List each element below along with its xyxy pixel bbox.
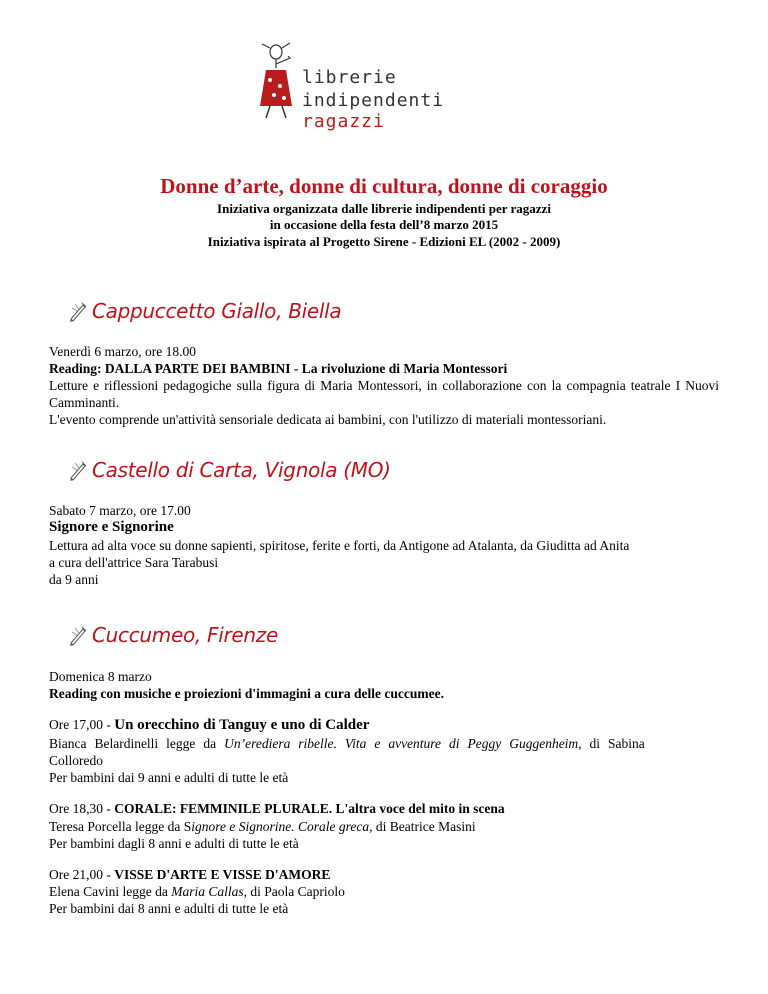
reader: Elena Cavini legge da bbox=[49, 884, 172, 899]
reader: Bianca Belardinelli legge da bbox=[49, 736, 225, 751]
event-age: Per bambini dai 9 anni e adulti di tutte le età bbox=[49, 770, 289, 785]
event-title: CORALE: FEMMINILE PLURALE. L'altra voce del mito in scena bbox=[114, 801, 505, 816]
event-date: Sabato 7 marzo, ore 17.00 bbox=[49, 503, 191, 518]
event-date: Venerdì 6 marzo, ore 18.00 bbox=[49, 344, 196, 359]
event-description-2: L'evento comprende un'attività sensoriale dedicata ai bambini, con l'utilizzo di materiali montessoriani. bbox=[49, 412, 607, 427]
event-date: Domenica 8 marzo bbox=[49, 669, 152, 684]
author-continued: Colloredo bbox=[49, 753, 103, 768]
author: , di Beatrice Masini bbox=[369, 819, 476, 834]
pen-icon bbox=[68, 300, 88, 322]
event-intro: Reading con musiche e proiezioni d'immagini a cura delle cuccumee. bbox=[49, 686, 444, 701]
event-heading bbox=[49, 866, 719, 883]
event-reader bbox=[49, 735, 719, 752]
event-reader bbox=[49, 883, 719, 900]
event-description: Letture e riflessioni pedagogiche sulla figura di Maria Montessori, in collaborazione con la compagnia teatrale I Nuovi Camminanti. bbox=[49, 378, 719, 410]
logo-line-2a: indipendenti bbox=[302, 90, 445, 111]
author: , di Sabina bbox=[578, 736, 645, 751]
event-heading bbox=[49, 800, 719, 817]
event-title: VISSE D'ARTE E VISSE D'AMORE bbox=[114, 867, 331, 882]
author: , di Paola Capriolo bbox=[243, 884, 345, 899]
event-title: Un orecchino di Tanguy e uno di Calder bbox=[114, 717, 370, 733]
reader: Teresa Porcella legge da S bbox=[49, 819, 192, 834]
subtitle-2: in occasione della festa dell’8 marzo 2015 bbox=[269, 217, 499, 232]
logo-line-2b: ragazzi bbox=[302, 111, 385, 132]
event-time: Ore 21,00 - bbox=[49, 867, 115, 882]
event-time: Ore 17,00 - bbox=[49, 717, 115, 732]
event-description-2: a cura dell'attrice Sara Tarabusi bbox=[49, 555, 219, 570]
event-age: Per bambini dai 8 anni e adulti di tutte le età bbox=[49, 901, 289, 916]
bookshop-heading-1 bbox=[68, 299, 341, 323]
book-title: ignore e Signorine. Corale greca bbox=[191, 819, 370, 834]
event-title: Reading: DALLA PARTE DEI BAMBINI - La rivoluzione di Maria Montessori bbox=[49, 361, 508, 376]
bookshop-name: Cuccumeo, Firenze bbox=[92, 623, 279, 647]
event-age: da 9 anni bbox=[49, 572, 99, 587]
logo-line-2 bbox=[302, 90, 528, 132]
event-age: Per bambini dagli 8 anni e adulti di tutte le età bbox=[49, 836, 299, 851]
event-heading bbox=[49, 716, 719, 734]
bookshop-heading-3 bbox=[68, 623, 278, 647]
book-title: Un’erediera ribelle. Vita e avventure di Peggy Guggenheim bbox=[224, 736, 579, 751]
book-title: Maria Callas bbox=[171, 884, 244, 899]
logo bbox=[248, 40, 528, 132]
event-reader bbox=[49, 818, 719, 835]
page-title: Donne d’arte, donne di cultura, donne di coraggio bbox=[160, 174, 608, 198]
bookshop-name: Castello di Carta, Vignola (MO) bbox=[92, 458, 391, 482]
pen-icon bbox=[68, 459, 88, 481]
bookshop-name: Cappuccetto Giallo, Biella bbox=[92, 299, 342, 323]
event-description: Lettura ad alta voce su donne sapienti, spiritose, ferite e forti, da Antigone ad Atalanta, da Giuditta ad Anita bbox=[49, 538, 630, 553]
event-title: Signore e Signorine bbox=[49, 519, 174, 535]
bookshop-heading-2 bbox=[68, 458, 391, 482]
logo-line-1: librerie bbox=[302, 67, 397, 88]
event-time: Ore 18,30 - bbox=[49, 801, 115, 816]
subtitle-3: Iniziativa ispirata al Progetto Sirene - Edizioni EL (2002 - 2009) bbox=[207, 234, 561, 249]
subtitle-1: Iniziativa organizzata dalle librerie indipendenti per ragazzi bbox=[217, 201, 551, 216]
pen-icon bbox=[68, 624, 88, 646]
logo-figure-icon bbox=[248, 40, 308, 120]
